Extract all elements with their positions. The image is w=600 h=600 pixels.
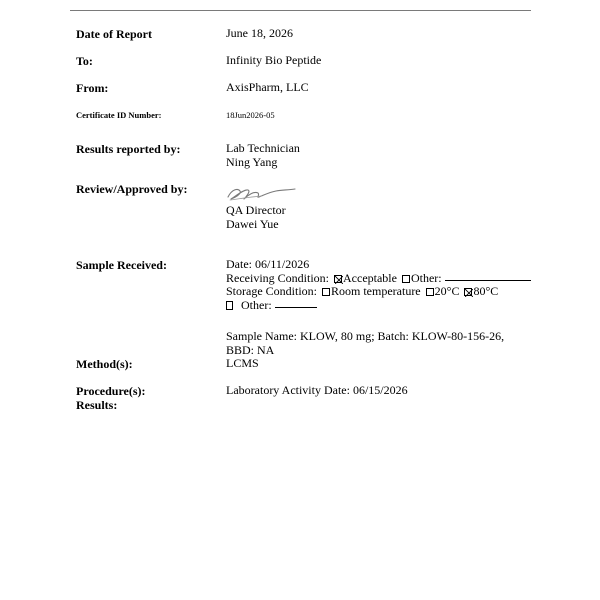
receiving-other-label: Other:: [410, 270, 442, 285]
date-of-report-value: June 18, 2026: [226, 26, 293, 40]
procedures-value: Laboratory Activity Date: 06/15/2026: [226, 383, 408, 397]
results-reported-by-label: Results reported by:: [76, 142, 181, 156]
storage-condition-label: Storage Condition:: [226, 284, 320, 298]
methods-label: Method(s):: [76, 357, 133, 371]
receiving-other-blank[interactable]: [445, 279, 531, 281]
to-label: To:: [76, 54, 93, 68]
storage-other: [226, 299, 531, 313]
methods-value: LCMS: [226, 356, 259, 370]
certificate-id-label: Certificate ID Number:: [76, 110, 162, 120]
from-label: From:: [76, 81, 109, 95]
storage-other-blank[interactable]: [275, 306, 317, 308]
sample-date: Date: 06/11/2026: [226, 257, 310, 271]
receiving-condition-label: Receiving Condition:: [226, 270, 332, 285]
storage-room-checkbox[interactable]: [322, 288, 330, 296]
receiving-other-checkbox[interactable]: [402, 275, 410, 283]
top-rule: [70, 10, 531, 11]
sample-name-line-2: BBD: NA: [226, 342, 275, 357]
storage-20-checkbox[interactable]: [426, 288, 434, 296]
reporter-name: Ning Yang: [226, 154, 278, 169]
approver-name: Dawei Yue: [226, 216, 279, 231]
results-label: Results:: [76, 398, 118, 412]
storage-other-checkbox[interactable]: [226, 301, 233, 310]
certificate-id-value: 18Jun2026-05: [226, 110, 275, 120]
storage-room-label: Room temperature: [331, 284, 421, 298]
sample-name: [226, 330, 504, 357]
to-value: Infinity Bio Peptide: [226, 53, 322, 67]
sample-received-label: Sample Received:: [76, 258, 167, 272]
approver-title: QA Director: [226, 203, 286, 217]
procedures-label: Procedure(s):: [76, 384, 146, 398]
storage-80-label: 80°C: [473, 284, 499, 298]
sample-name-line-1: Sample Name: KLOW, 80 mg; Batch: KLOW-80-156-26,: [226, 329, 505, 343]
receiving-condition: [226, 272, 531, 286]
review-approved-by-label: Review/Approved by:: [76, 182, 188, 196]
storage-80-checkbox[interactable]: [464, 288, 472, 296]
storage-20-label: 20°C: [434, 284, 460, 298]
receiving-acceptable-checkbox[interactable]: [334, 275, 342, 283]
review-approved-by-value: [226, 204, 286, 231]
storage-other-label: Other:: [241, 297, 272, 312]
storage-condition: [226, 285, 531, 299]
sample-received-details: [226, 258, 531, 312]
reporter-title: Lab Technician: [226, 141, 300, 155]
results-reported-by-value: [226, 142, 300, 169]
from-value: AxisPharm, LLC: [226, 80, 309, 94]
receiving-acceptable-label: Acceptable: [343, 270, 397, 285]
date-of-report-label: Date of Report: [76, 27, 152, 41]
